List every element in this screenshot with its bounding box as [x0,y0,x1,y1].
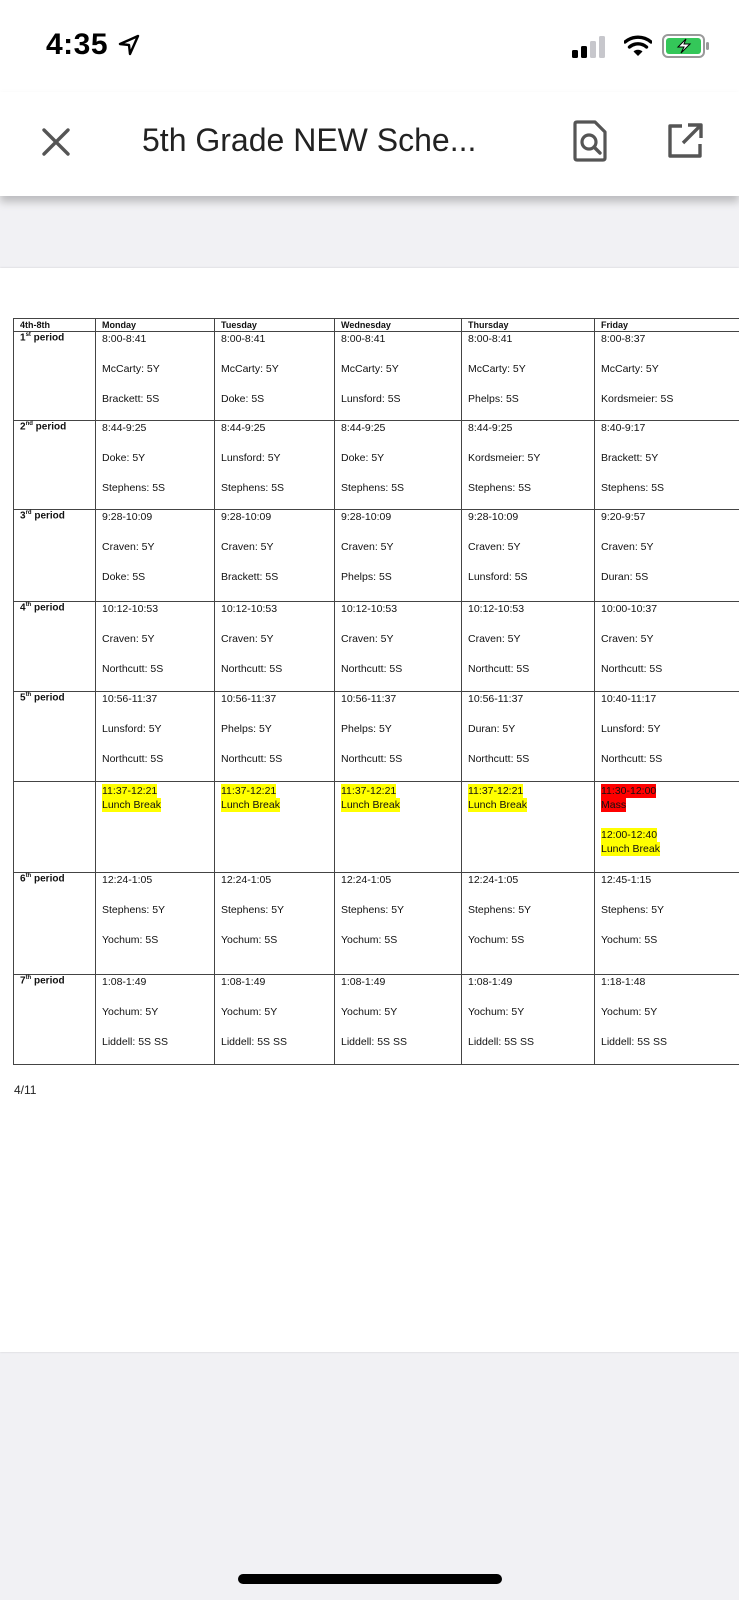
schedule-cell [595,421,739,510]
period-label [14,692,96,782]
teacher-assignment: Yochum: 5Y [221,1006,278,1018]
period-number: 5 [20,692,26,704]
location-arrow-icon [118,34,140,56]
schedule-cell [462,873,595,975]
class-time: 1:18-1:48 [601,976,646,988]
class-time: 8:00-8:41 [221,333,266,345]
schedule-cell [96,510,215,602]
class-time: 12:24-1:05 [221,874,272,886]
schedule-cell [335,421,462,510]
period-number: 4 [20,602,26,614]
period-word: period [31,873,65,885]
teacher-assignment: Doke: 5Y [341,452,385,464]
period-suffix: st [25,332,31,338]
class-time: 9:28-10:09 [221,511,272,523]
schedule-cell [96,332,215,421]
period-suffix: th [25,975,32,981]
teacher-assignment: Yochum: 5S [468,934,525,946]
class-time: 10:12-10:53 [341,603,398,615]
class-time: 8:44-9:25 [102,422,147,434]
teacher-assignment: Stephens: 5Y [102,904,166,916]
lunch-time: 11:37-12:21 [102,785,158,797]
teacher-assignment: Lunsford: 5S [341,393,401,405]
teacher-assignment: Lunsford: 5Y [221,452,281,464]
period-row [14,975,739,1065]
period-number: 1 [20,332,26,344]
lunch-row [14,782,739,873]
class-time: 10:56-11:37 [468,693,524,705]
teacher-assignment: Liddell: 5S SS [221,1036,287,1048]
teacher-assignment: Northcutt: 5S [221,753,283,765]
schedule-table [13,318,739,1065]
period-label [14,421,96,510]
teacher-assignment: Craven: 5Y [221,541,274,553]
schedule-cell [595,332,739,421]
teacher-assignment: McCarty: 5Y [468,363,526,375]
period-row [14,510,739,602]
teacher-assignment: Liddell: 5S SS [102,1036,168,1048]
class-time: 8:00-8:41 [102,333,147,345]
schedule-cell [215,692,335,782]
schedule-cell [462,510,595,602]
schedule-cell [595,873,739,975]
class-time: 10:40-11:17 [601,693,657,705]
search-document-icon[interactable] [572,120,608,162]
class-time: 12:24-1:05 [468,874,519,886]
period-label [14,510,96,602]
teacher-assignment: Liddell: 5S SS [601,1036,667,1048]
teacher-assignment: Yochum: 5Y [341,1006,398,1018]
teacher-assignment: McCarty: 5Y [601,363,659,375]
teacher-assignment: Stephens: 5S [468,482,532,494]
schedule-cell [462,602,595,692]
schedule-cell [595,975,739,1065]
class-time: 1:08-1:49 [102,976,147,988]
lunch-label: Lunch Break [468,799,527,811]
day-header: Thursday [462,319,595,332]
schedule-cell [215,510,335,602]
teacher-assignment: Northcutt: 5S [468,753,530,765]
class-time: 9:20-9:57 [601,511,646,523]
teacher-assignment: Lunsford: 5Y [601,723,661,735]
teacher-assignment: Northcutt: 5S [601,753,663,765]
lunch-time: 12:00-12:40 [601,829,658,841]
period-suffix: nd [25,421,33,427]
teacher-assignment: Northcutt: 5S [102,663,164,675]
lunch-time: 11:37-12:21 [341,785,397,797]
lunch-label: Lunch Break [221,799,280,811]
period-word: period [31,510,65,522]
schedule-cell [96,692,215,782]
teacher-assignment: Lunsford: 5Y [102,723,162,735]
period-row [14,421,739,510]
day-header: Friday [595,319,739,332]
schedule-cell [335,332,462,421]
teacher-assignment: Craven: 5Y [102,633,155,645]
lunch-cell [215,782,335,873]
schedule-cell [215,421,335,510]
class-time: 10:56-11:37 [102,693,158,705]
lunch-label: Lunch Break [601,843,660,855]
day-header: Monday [96,319,215,332]
period-row [14,692,739,782]
period-word: period [31,975,65,987]
teacher-assignment: Yochum: 5Y [468,1006,525,1018]
schedule-cell [335,602,462,692]
period-label [14,873,96,975]
schedule-cell [462,692,595,782]
schedule-cell [462,421,595,510]
schedule-cell [96,873,215,975]
period-label-empty [14,782,96,873]
teacher-assignment: Northcutt: 5S [341,753,403,765]
teacher-assignment: Yochum: 5S [221,934,278,946]
teacher-assignment: Stephens: 5Y [221,904,285,916]
class-time: 10:12-10:53 [102,603,159,615]
teacher-assignment: Doke: 5Y [102,452,146,464]
period-number: 6 [20,873,26,885]
schedule-cell [595,510,739,602]
open-external-icon[interactable] [666,122,704,160]
friday-mass-lunch-cell [595,782,739,873]
period-row [14,602,739,692]
schedule-cell [335,873,462,975]
class-time: 10:12-10:53 [221,603,278,615]
lunch-cell [462,782,595,873]
teacher-assignment: Brackett: 5S [102,393,160,405]
teacher-assignment: Phelps: 5S [468,393,519,405]
class-time: 10:00-10:37 [601,603,658,615]
schedule-cell [462,332,595,421]
teacher-assignment: Yochum: 5S [102,934,159,946]
period-word: period [31,692,65,704]
document-page [0,268,739,1352]
teacher-assignment: Northcutt: 5S [102,753,164,765]
lunch-label: Lunch Break [341,799,400,811]
teacher-assignment: Stephens: 5S [341,482,405,494]
schedule-cell [462,975,595,1065]
schedule-cell [215,332,335,421]
lunch-label: Lunch Break [102,799,161,811]
teacher-assignment: Northcutt: 5S [221,663,283,675]
class-time: 8:00-8:41 [341,333,386,345]
teacher-assignment: Duran: 5Y [468,723,516,735]
teacher-assignment: Lunsford: 5S [468,571,528,583]
mass-time: 11:30-12:00 [601,785,657,797]
teacher-assignment: Stephens: 5S [221,482,285,494]
schedule-cell [96,421,215,510]
teacher-assignment: Liddell: 5S SS [468,1036,534,1048]
class-time: 1:08-1:49 [221,976,266,988]
schedule-cell [335,510,462,602]
schedule-cell [215,873,335,975]
corner-header: 4th-8th [14,319,96,332]
class-time: 9:28-10:09 [341,511,392,523]
class-time: 8:44-9:25 [468,422,513,434]
schedule-cell [215,602,335,692]
viewer-toolbar [0,92,739,196]
status-bar [0,0,739,92]
teacher-assignment: Phelps: 5Y [221,723,272,735]
teacher-assignment: Craven: 5Y [221,633,274,645]
class-time: 1:08-1:49 [341,976,386,988]
period-label [14,975,96,1065]
teacher-assignment: Stephens: 5S [601,482,665,494]
document-date: 4/11 [14,1083,37,1097]
close-icon[interactable] [38,124,74,160]
teacher-assignment: Brackett: 5Y [601,452,659,464]
teacher-assignment: Stephens: 5S [102,482,166,494]
teacher-assignment: Craven: 5Y [601,633,654,645]
teacher-assignment: McCarty: 5Y [341,363,399,375]
schedule-cell [335,692,462,782]
day-header: Tuesday [215,319,335,332]
schedule-cell [335,975,462,1065]
teacher-assignment: Craven: 5Y [341,541,394,553]
teacher-assignment: Craven: 5Y [601,541,654,553]
period-suffix: th [25,602,32,608]
period-suffix: rd [25,510,32,516]
teacher-assignment: Doke: 5S [102,571,146,583]
teacher-assignment: Kordsmeier: 5S [601,393,674,405]
period-word: period [32,421,67,433]
teacher-assignment: McCarty: 5Y [102,363,160,375]
class-time: 12:45-1:15 [601,874,652,886]
class-time: 8:00-8:41 [468,333,513,345]
document-title: 5th Grade NEW Sche... [142,122,477,158]
lunch-time: 11:37-12:21 [221,785,277,797]
teacher-assignment: Phelps: 5Y [341,723,392,735]
teacher-assignment: Stephens: 5Y [341,904,405,916]
lunch-time: 11:37-12:21 [468,785,524,797]
class-time: 9:28-10:09 [468,511,519,523]
class-time: 12:24-1:05 [102,874,153,886]
schedule-cell [96,975,215,1065]
teacher-assignment: Craven: 5Y [341,633,394,645]
teacher-assignment: Craven: 5Y [468,633,521,645]
lunch-cell [335,782,462,873]
teacher-assignment: Yochum: 5S [601,934,658,946]
schedule-cell [215,975,335,1065]
period-suffix: th [25,692,32,698]
period-label [14,602,96,692]
class-time: 12:24-1:05 [341,874,392,886]
lunch-cell [96,782,215,873]
class-time: 1:08-1:49 [468,976,513,988]
teacher-assignment: Yochum: 5S [341,934,398,946]
teacher-assignment: Northcutt: 5S [468,663,530,675]
teacher-assignment: Stephens: 5Y [468,904,532,916]
teacher-assignment: Yochum: 5Y [601,1006,658,1018]
day-header: Wednesday [335,319,462,332]
class-time: 8:44-9:25 [221,422,266,434]
home-indicator[interactable] [238,1574,502,1584]
battery-charging-icon [662,34,710,58]
teacher-assignment: Duran: 5S [601,571,649,583]
schedule-cell [595,692,739,782]
period-row [14,332,739,421]
period-label [14,332,96,421]
teacher-assignment: McCarty: 5Y [221,363,279,375]
period-number: 7 [20,975,26,987]
teacher-assignment: Northcutt: 5S [601,663,663,675]
period-number: 2 [20,421,26,433]
period-word: period [31,602,65,614]
teacher-assignment: Stephens: 5Y [601,904,665,916]
teacher-assignment: Doke: 5S [221,393,265,405]
period-suffix: th [25,873,32,879]
teacher-assignment: Phelps: 5S [341,571,392,583]
class-time: 10:12-10:53 [468,603,525,615]
period-word: period [30,332,65,344]
teacher-assignment: Craven: 5Y [102,541,155,553]
schedule-cell [595,602,739,692]
class-time: 10:56-11:37 [341,693,397,705]
teacher-assignment: Brackett: 5S [221,571,279,583]
teacher-assignment: Yochum: 5Y [102,1006,159,1018]
mass-label: Mass [601,799,627,811]
period-number: 3 [20,510,26,522]
class-time: 9:28-10:09 [102,511,153,523]
teacher-assignment: Northcutt: 5S [341,663,403,675]
class-time: 8:40-9:17 [601,422,646,434]
teacher-assignment: Kordsmeier: 5Y [468,452,541,464]
class-time: 8:44-9:25 [341,422,386,434]
teacher-assignment: Craven: 5Y [468,541,521,553]
class-time: 10:56-11:37 [221,693,277,705]
clock: 4:35 [46,28,109,61]
teacher-assignment: Liddell: 5S SS [341,1036,407,1048]
class-time: 8:00-8:37 [601,333,646,345]
table-header-row [14,319,739,332]
cellular-signal-icon [572,36,606,58]
period-row [14,873,739,975]
schedule-cell [96,602,215,692]
wifi-icon [624,34,652,58]
